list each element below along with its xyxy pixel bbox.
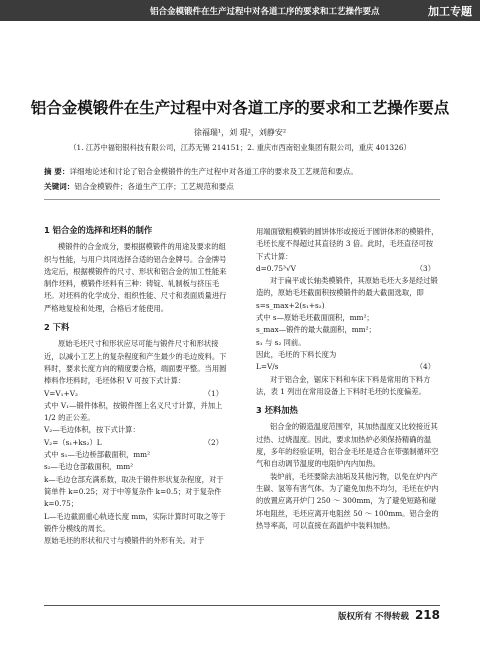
page-footer xyxy=(300,608,440,622)
running-title: 铝合金模锻件在生产过程中对各道工序的要求和工艺操作要点 xyxy=(150,7,380,17)
paragraph: 对于铝合金，锯床下料和车床下料是常用的下料方法，表 1 列出在常用设备上下料时毛坯的长度偏差。 xyxy=(256,374,431,396)
equation-number: （1） xyxy=(203,388,223,398)
equation-number: （3） xyxy=(415,263,435,273)
page-number: 218 xyxy=(414,608,440,622)
equation-text: V=V₁+V₂ xyxy=(44,388,78,398)
right-column xyxy=(256,226,439,532)
abstract xyxy=(44,166,440,178)
paragraph: 用端面镦粗模锻的圆饼体形或接近于圆饼体形的模锻件，毛坯长度不得超过其直径的 3 倍。此时，毛坯直径可按下式计算： xyxy=(256,227,439,261)
section-heading-2: 2 下料 xyxy=(44,322,70,333)
article-title: 铝合金模锻件在生产过程中对各道工序的要求和工艺操作要点 xyxy=(30,99,450,117)
paragraph: 原始毛坯尺寸和形状应尽可能与锻件尺寸和形状接近，以减小工艺上的复杂程度和产生最少的毛边废料。下料时，要求长度方向的精度要合格，端面要平整。当用圆棒料作坯料时，毛坯体积 V 可按下式计算： xyxy=(44,339,227,386)
equation-2 xyxy=(44,437,227,449)
paragraph: 铝合金的锻造温度范围窄，其加热温度又比较接近其过热、过烧温度。因此，要求加热炉必须保持精确的温度，多年的经验证明，铝合金毛坯是适合在带强制循环空气和自动调节温度的电阻炉内内加热。 xyxy=(256,422,439,469)
section-label: 加工专题 xyxy=(428,5,472,18)
equation-number: （4） xyxy=(415,362,435,372)
affiliation: （1. 江苏中福铝银科技有限公司，江苏无锡 214151；2. 重庆市西南铝业集团有限公司，重庆 401326） xyxy=(69,143,411,152)
paragraph: 式中 s—原始毛坯截面面积，mm²； s_max—锻件的最大截面积，mm²； s₁ 与 s₂ 同前。 因此，毛坯的下料长度为 xyxy=(256,313,376,359)
section-heading-1: 1 铝合金的选择和坯料的制作 xyxy=(44,225,153,235)
abstract-text: 详细地论述和讨论了铝合金模锻件的生产过程中对各道工序的要求及工艺规范和要点。 xyxy=(69,167,358,176)
equation-4 xyxy=(256,361,439,373)
equation-text: L=V/s xyxy=(256,362,279,372)
equation-text: d=0.75³√V xyxy=(256,263,296,273)
equation-1 xyxy=(44,388,227,400)
equation-number: （2） xyxy=(203,437,223,447)
keywords-text: 铝合金模锻件；各道生产工序；工艺规范和要点 xyxy=(74,182,234,191)
left-column xyxy=(44,224,227,547)
footer-divider xyxy=(44,605,440,606)
paragraph: 装炉前，毛坯要除去油垢及其他污物，以免在炉内产生碳、氢等有害气体。为了避免加热不均匀，毛坯在炉内的放置应离开炉门 250 ～ 300mm，为了避免短路和碰坏电阻丝，毛坯应离开电阻丝 50 ～ 100mm。铝合金的热导率高，可以直接在高温炉中装料加热。 xyxy=(256,471,439,530)
page-header xyxy=(0,0,480,21)
paragraph: 式中 V₁—锻件体积，按锻件图上名义尺寸计算，并加上 1/2 的正公差。 V₂—毛边体积，按下式计算： xyxy=(44,400,223,435)
keywords-label: 关键词： xyxy=(44,182,75,191)
divider xyxy=(44,199,440,200)
paragraph: 式中 s₁—毛边桥部截面积，mm² s₂—毛边仓部截面积，mm² k—毛边仓部充满系数，取决于锻件形状复杂程度，对于简单件 k=0.25；对于中等复杂件 k=0.5；对于复杂件 k=0.75； L—毛边截面重心轨迹长度 mm，实际计算时可取之等于锻件分模线的周长。 原始毛坯的形状和尺寸与模锻件的外形有关。对于 xyxy=(44,450,226,546)
paragraph: 对于扁平或长轴类模锻件，其原始毛坯大多是经过锻造的，原始毛坯截面积按模锻件的最大截面选取，即 xyxy=(256,276,438,298)
section-heading-3: 3 坯料加热 xyxy=(256,405,298,416)
equation-s: s=s_max+2(s₁+s₂) xyxy=(256,300,325,310)
keywords xyxy=(44,181,440,192)
author-list: 徐福瑞¹，刘 琨²，刘静安² xyxy=(193,128,287,137)
abstract-label: 摘 要： xyxy=(44,167,70,176)
copyright-notice: 版权所有 不得转载 xyxy=(337,612,409,622)
paragraph: 模锻件的合金成分，要根据模锻件的用途及要求的组织与性能，与用户共同选择合适的铝合金牌号。合金牌号选定后，根据模锻件的尺寸、形状和铝合金的加工性能来制作坯料，模锻件坯料有三种：铸锭、轧制板与挤压毛坯。对坯料的化学成分、组织性能、尺寸和表面质量进行严格地复检和处理，合格后才能使用。 xyxy=(44,242,227,313)
equation-3 xyxy=(256,263,439,275)
equation-text: V₂=（s₁+ks₂）L xyxy=(44,437,102,447)
